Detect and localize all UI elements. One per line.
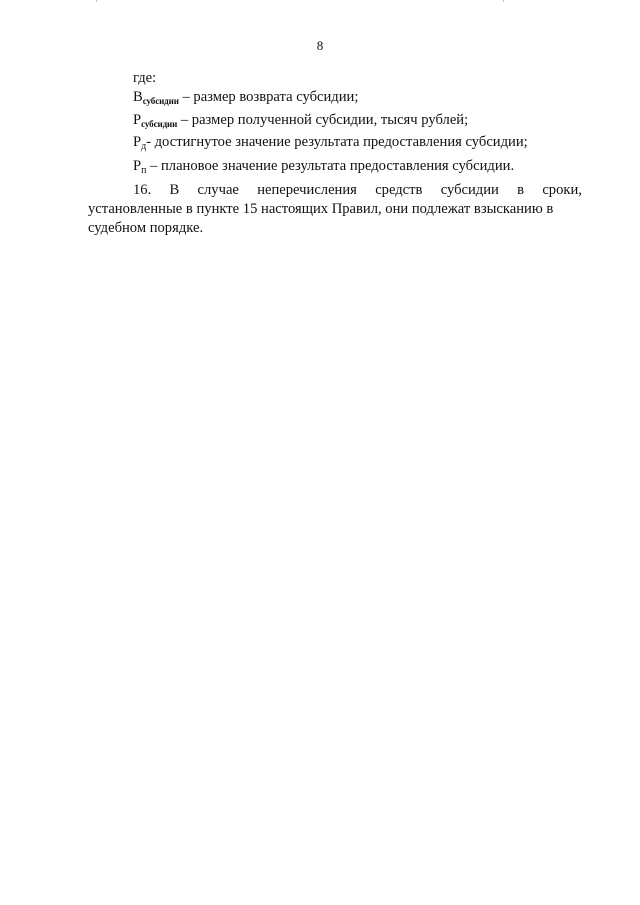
definition-line [88,133,582,157]
definition-text: – плановое значение результата предоставления субсидии. [146,158,515,175]
definition-line [88,88,582,111]
definition-subscript: п [141,165,147,177]
scan-artifact [503,0,504,2]
definition-symbol: В [133,88,143,105]
definition-symbol: Р [133,111,142,128]
paragraph-word: В [169,181,180,198]
scan-artifact [96,0,97,2]
paragraph-16-first-line [88,181,582,200]
definition-symbol: Р [133,158,142,175]
definition-subscript: субсидии [141,118,178,129]
document-body [88,69,582,237]
definition-symbol: Р [133,134,142,151]
definition-text: – размер возврата субсидии; [178,88,359,105]
definition-text: - достигнутое значение результата предоставления субсидии; [146,134,528,151]
definition-subscript: д [141,141,147,153]
paragraph-16-line: судебном порядке. [88,219,204,236]
paragraph-word: сроки, [542,181,582,198]
paragraph-word: неперечисления [257,181,357,198]
paragraph-word: средств [375,181,423,198]
paragraph-word: 16. [133,181,152,198]
definition-line [88,157,582,181]
paragraph-word: в [517,181,525,198]
definition-text: – размер полученной субсидии, тысяч рублей; [177,111,469,128]
paragraph-16-line: установленные в пункте 15 настоящих Правил, они подлежат взысканию в [88,200,554,217]
paragraph-word: случае [197,181,239,198]
definition-subscript: субсидии [142,95,179,106]
definition-line [88,111,582,134]
paragraph-word: субсидии [440,181,499,198]
page-number: 8 [316,38,324,53]
definitions-intro: где: [133,70,157,86]
